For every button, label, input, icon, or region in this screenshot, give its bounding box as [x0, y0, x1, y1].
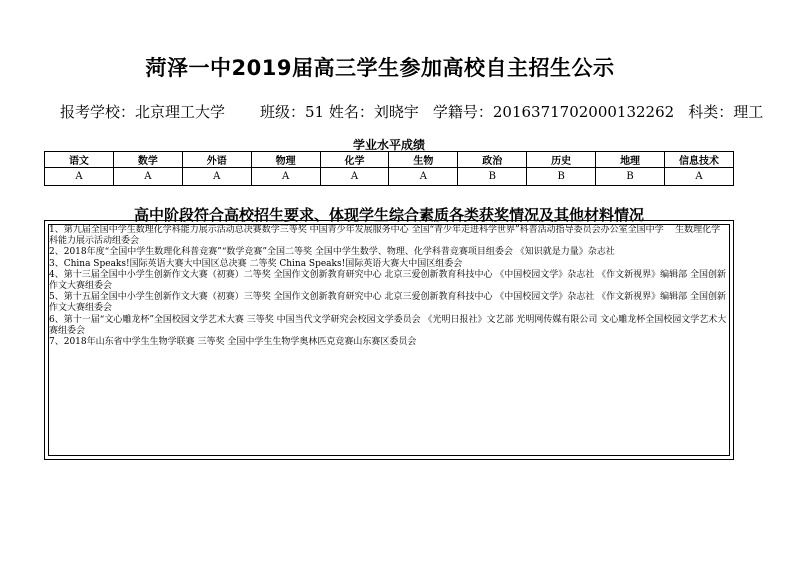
grade-cell: A	[45, 168, 114, 186]
grades-section-label: 学业水平成绩	[352, 138, 425, 152]
subject-header: 数学	[113, 152, 182, 168]
grade-cell: A	[251, 168, 320, 186]
grades-value-row	[45, 168, 734, 186]
subject-header: 外语	[182, 152, 251, 168]
student-info-line	[60, 101, 764, 122]
grade-cell: B	[458, 168, 527, 186]
grade-cell: A	[389, 168, 458, 186]
subject-header: 语文	[45, 152, 114, 168]
grade-cell: A	[320, 168, 389, 186]
awards-list-text: 1、第九届全国中学生数理化学科能力展示活动总决赛数学三等奖 中国青少年发展服务中心 全国“青少年走进科学世界”科普活动指导委员会办公室全国中学 生数理化学科能力展示活动组委会 2、2018年度“全国中学生数理化科普竞赛”“数学竞赛”全国二等奖 全国中学生数学、物理、化学科普竞赛项目组委会 《知识就是力量》杂志社 3、China Speaks!国际英语大赛大中国区总决赛 二等奖 China Speaks!国际英语大赛大中国区组委会 4、第十三届全国中小学生创新作文大赛（初赛）二等奖 全国作文创新教育研究中心 北京三爱创新教育科技中心 《中国校园文学》杂志社 《作文新视界》编辑部 全国创新作文大赛组委会 5、第十五届全国中小学生创新作文大赛（初赛）三等奖 全国作文创新教育研究中心 北京三爱创新教育科技中心 《中国校园文学》杂志社 《作文新视界》编辑部 全国创新作文大赛组委会 6、第十一届“文心雕龙杯”全国校园文学艺术大赛 三等奖 中国当代文学研究会校园文学委员会 《光明日报社》文艺部 光明网传媒有限公司 文心雕龙杯全国校园文学艺术大赛组委会 7、2018年山东省中学生生物学联赛 三等奖 全国中学生生物学奥林匹克竞赛山东赛区委员会	[49, 225, 727, 348]
awards-heading: 高中阶段符合高校招生要求、体现学生综合素质各类获奖情况及其他材料情况	[133, 206, 644, 224]
subject-header: 地理	[596, 152, 665, 168]
grade-cell: B	[527, 168, 596, 186]
student-id-field: 学籍号：20163717020001322​62	[432, 103, 675, 121]
school-field: 报考学校：北京理工大学	[60, 103, 226, 121]
subject-header: 政治	[458, 152, 527, 168]
grade-cell: A	[113, 168, 182, 186]
subject-header: 历史	[527, 152, 596, 168]
grade-cell: A	[665, 168, 734, 186]
grade-cell: B	[596, 168, 665, 186]
subject-header: 化学	[320, 152, 389, 168]
subject-header: 信息技术	[665, 152, 734, 168]
grade-cell: A	[182, 168, 251, 186]
subject-header: 物理	[251, 152, 320, 168]
page-title: 菏泽一中2019届高三学生参加高校自主招生公示	[145, 56, 615, 80]
category-field: 科类：理工	[688, 103, 764, 121]
subject-header: 生物	[389, 152, 458, 168]
grades-table	[44, 151, 734, 186]
class-name-field: 班级：51 姓名：刘晓宇	[260, 103, 419, 121]
awards-box	[44, 220, 734, 460]
grades-header-row	[45, 152, 734, 168]
